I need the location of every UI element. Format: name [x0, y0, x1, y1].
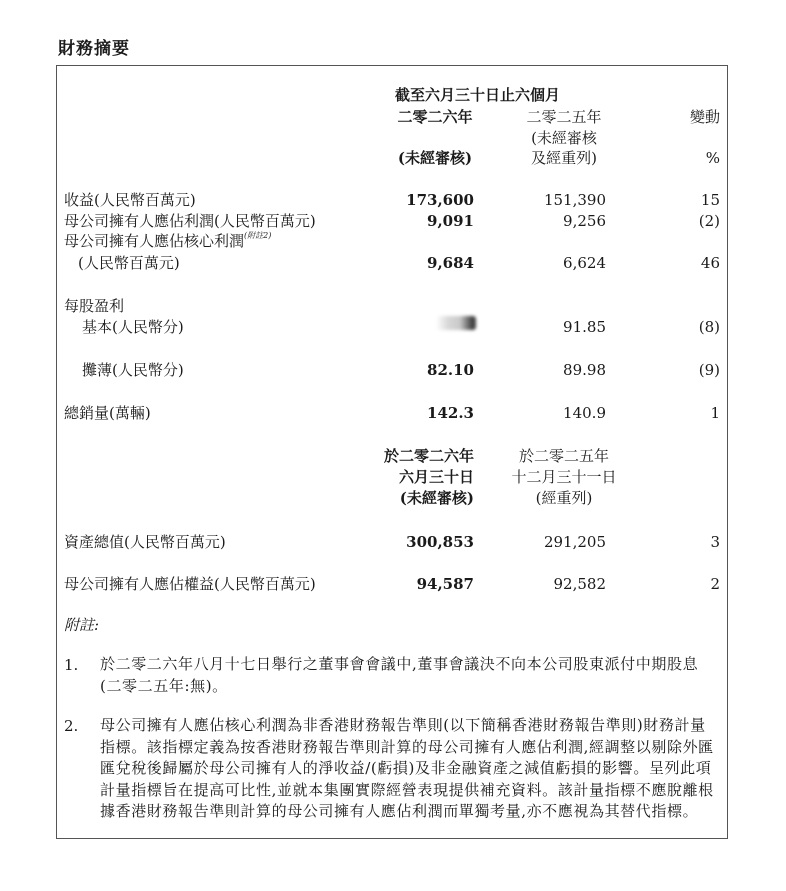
core-profit-unit-label: (人民幣百萬元)	[78, 254, 180, 272]
equity-change: 2	[710, 575, 720, 593]
footnote-2-text: 母公司擁有人應佔核心利潤為非香港財務報告準則(以下簡稱香港財務報告準則)財務計量指標。該指標定義為按香港財務報告準則計算的母公司擁有人應佔利潤,經調整以剔除外匯匯兌稅後歸屬於母公司擁有人的淨收益/(虧損)及非金融資產之減值虧損的影響。呈列此項計量指標旨在提高可比性,並就本集團實際經營表現提供補充資料。該計量指標不應脫離根據香港財務報告準則計算的母公司擁有人應佔利潤而單獨考量,亦不應視為其替代指標。	[100, 716, 714, 820]
footnote-1-number: 1.	[64, 656, 79, 674]
total-assets-2026: 300,853	[406, 533, 474, 551]
sales-volume-label: 總銷量(萬輛)	[64, 404, 151, 422]
equity-label: 母公司擁有人應佔權益(人民幣百萬元)	[64, 575, 316, 593]
col2-status-line1: (未經審核	[531, 129, 597, 147]
revenue-change: 15	[700, 191, 720, 209]
col2-status-line2: 及經重列)	[531, 149, 597, 167]
core-profit-label	[64, 231, 271, 251]
change-unit-header: %	[705, 149, 720, 167]
col1-status-header: (未經審核)	[397, 149, 473, 167]
page-title: 財務摘要	[58, 39, 130, 59]
eps-diluted-2025: 89.98	[563, 361, 606, 379]
bs-col2-line2: 十二月三十一日	[511, 468, 617, 486]
bs-col2-line3: (經重列)	[535, 489, 593, 507]
core-profit-change: 46	[700, 254, 720, 272]
col2-year-header: 二零二五年	[526, 108, 602, 126]
eps-basic-change: (8)	[698, 318, 720, 336]
eps-diluted-label: 攤薄(人民幣分)	[82, 361, 184, 379]
change-header: 變動	[689, 108, 720, 126]
eps-diluted-2026: 82.10	[427, 361, 474, 379]
total-assets-2025: 291,205	[543, 533, 606, 551]
profit-2025: 9,256	[563, 212, 606, 230]
total-assets-label: 資產總值(人民幣百萬元)	[64, 533, 226, 551]
eps-basic-2025: 91.85	[563, 318, 606, 336]
profit-2026: 9,091	[427, 212, 474, 230]
bs-col1-line3: (未經審核)	[399, 489, 474, 507]
bs-col1-line1: 於二零二六年	[383, 447, 474, 465]
bs-col2-line1: 於二零二五年	[518, 447, 609, 465]
period-header: 截至六月三十日止六個月	[395, 86, 561, 104]
sales-volume-change: 1	[710, 404, 720, 422]
core-profit-note-ref: (附註2)	[244, 231, 272, 240]
core-profit-label-text: 母公司擁有人應佔核心利潤	[64, 232, 245, 250]
bs-col1-line2: 六月三十日	[398, 468, 474, 486]
revenue-2025: 151,390	[543, 191, 606, 209]
col1-year-header: 二零二六年	[397, 108, 473, 126]
eps-basic-2026-redacted	[436, 316, 476, 330]
revenue-label: 收益(人民幣百萬元)	[64, 191, 196, 209]
profit-change: (2)	[698, 212, 720, 230]
equity-2026: 94,587	[416, 575, 474, 593]
eps-basic-label: 基本(人民幣分)	[82, 318, 184, 336]
eps-label: 每股盈利	[64, 297, 125, 315]
core-profit-2025: 6,624	[563, 254, 606, 272]
footnote-1-text: 於二零二六年八月十七日舉行之董事會會議中,董事會議決不向本公司股東派付中期股息(二零二五年:無)。	[100, 655, 699, 695]
revenue-2026: 173,600	[406, 191, 474, 209]
footnote-2-number: 2.	[64, 717, 79, 735]
footnotes-heading: 附註:	[64, 616, 100, 634]
total-assets-change: 3	[710, 533, 720, 551]
core-profit-2026: 9,684	[427, 254, 474, 272]
sales-volume-2025: 140.9	[563, 404, 606, 422]
sales-volume-2026: 142.3	[427, 404, 474, 422]
profit-label: 母公司擁有人應佔利潤(人民幣百萬元)	[64, 212, 316, 230]
eps-diluted-change: (9)	[698, 361, 720, 379]
equity-2025: 92,582	[553, 575, 606, 593]
